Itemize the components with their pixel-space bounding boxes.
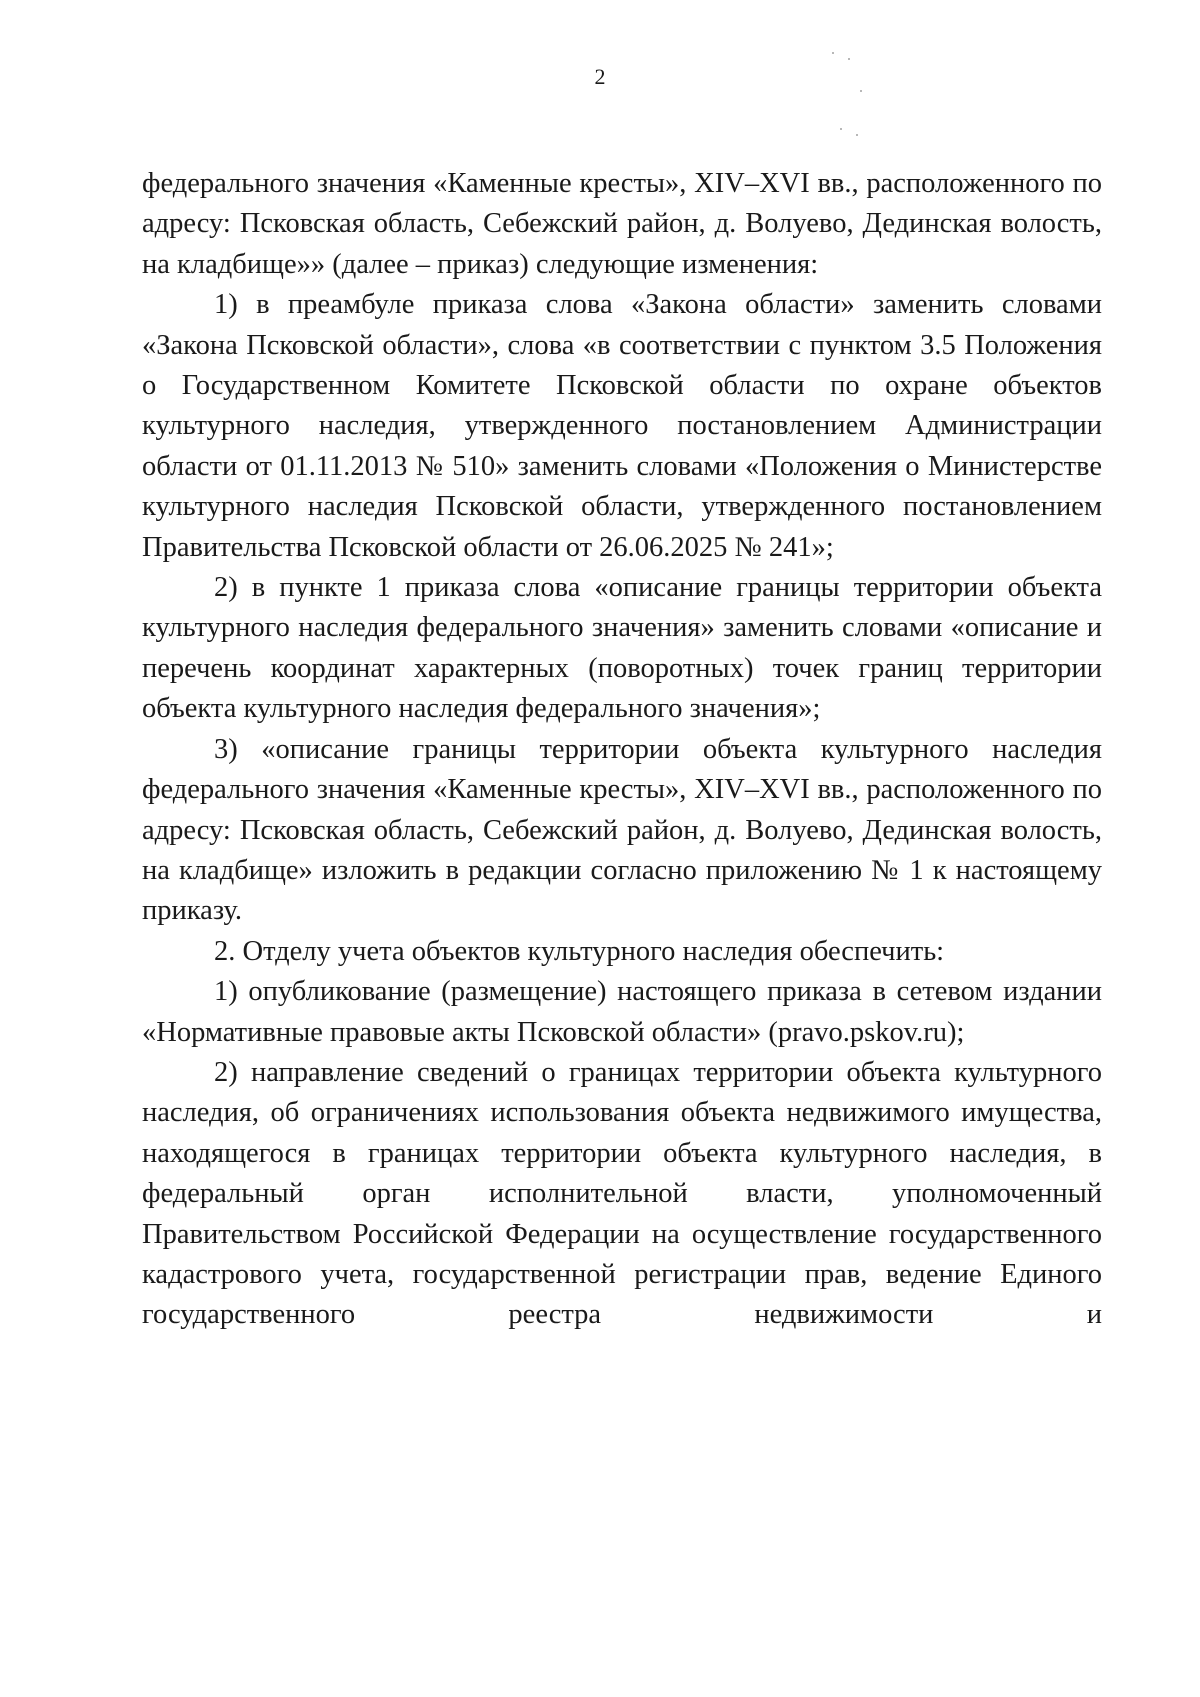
document-body: [142, 164, 1102, 1336]
scan-artifact: [832, 52, 834, 54]
paragraph-item-3-description: 3) «описание границы территории объекта культурного наследия федерального значения «Каменные кресты», XIV–XVI вв., расположенного по адресу: Псковская область, Себежский район, д. Волуево, Дединская волость, на кладбище» изложить в редакции согласно приложению № 1 к настоящему приказу.: [142, 733, 1102, 927]
paragraph-section-2-heading: 2. Отделу учета объектов культурного наследия обеспечить:: [214, 935, 945, 967]
paragraph-item-1-preamble: 1) в преамбуле приказа слова «Закона области» заменить словами «Закона Псковской области», слова «в соответствии с пунктом 3.5 Положения о Государственном Комитете Псковской области по охране объектов культурного наследия, утвержденного постановлением Администрации области от 01.11.2013 № 510» заменить словами «Положения о Министерстве культурного наследия Псковской области, утвержденного постановлением Правительства Псковской области от 26.06.2025 № 241»;: [142, 289, 1102, 563]
paragraph-section-2-item-1: 1) опубликование (размещение) настоящего приказа в сетевом издании «Нормативные правовые акты Псковской области» (pravo.pskov.ru);: [142, 976, 1102, 1048]
paragraph-section-2-item-2: 2) направление сведений о границах территории объекта культурного наследия, об ограничениях использования объекта недвижимого имущества, находящегося в границах территории объекта культурного наследия, в федеральный орган исполнительной власти, уполномоченный Правительством Российской Федерации на осуществление государственного кадастрового учета, государственной регистрации прав, ведение Единого государственного реестра недвижимости и: [142, 1056, 1102, 1331]
page-number: 2: [594, 64, 606, 89]
scan-artifact: [848, 58, 850, 60]
scan-artifact: [856, 134, 858, 136]
scan-artifact: [860, 90, 862, 92]
paragraph-item-2-point-1: 2) в пункте 1 приказа слова «описание границы территории объекта культурного наследия федерального значения» заменить словами «описание и перечень координат характерных (поворотных) точек границ территории объекта культурного наследия федерального значения»;: [142, 572, 1102, 725]
scan-artifact: [840, 128, 842, 130]
paragraph-continuation: федерального значения «Каменные кресты», XIV–XVI вв., расположенного по адресу: Псковская область, Себежский район, д. Волуево, Дединская волость, на кладбище»» (далее – приказ) следующие изменения:: [142, 168, 1102, 280]
